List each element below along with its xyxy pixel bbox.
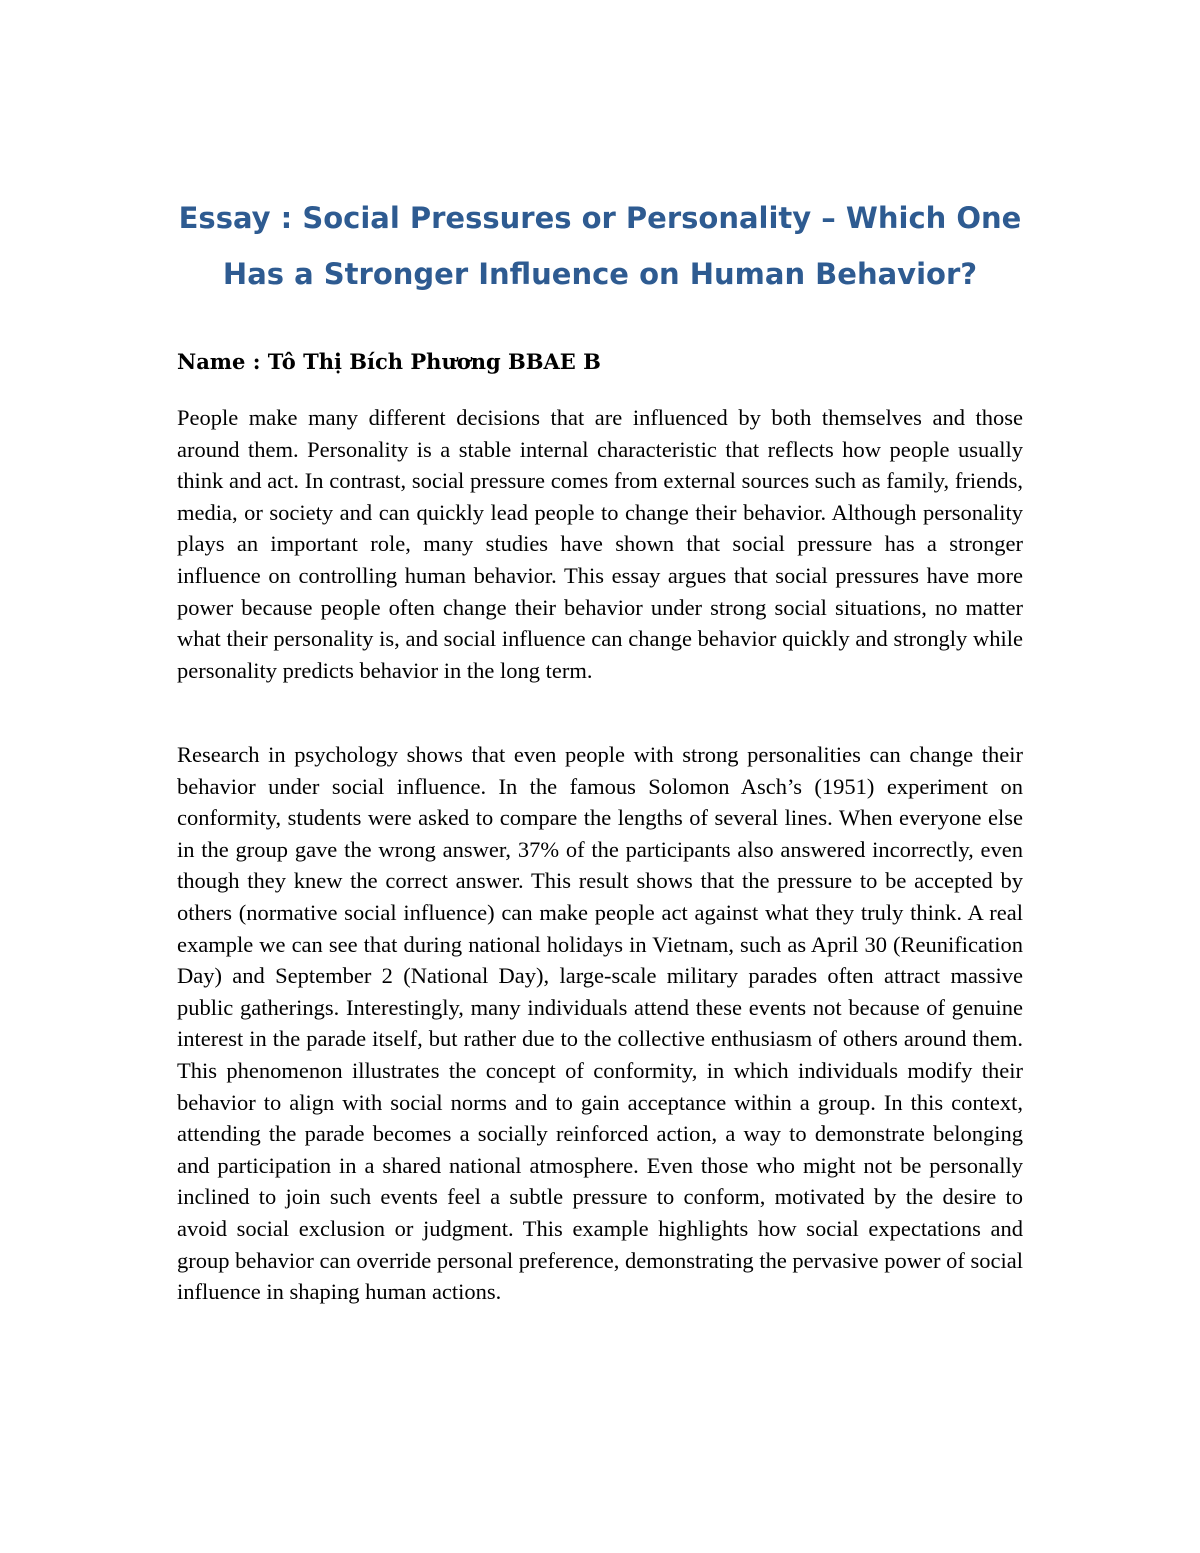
author-name-line: Name : Tô Thị Bích Phương BBAE B [177, 349, 601, 374]
essay-title-line-1: Essay : Social Pressures or Personality – Which One [178, 201, 1022, 235]
body-paragraph-1: People make many different decisions that are influenced by both themselves and those around them. Personality is a stable internal characteristic that reflects how people usually think and act. In contrast, social pressure comes from external sources such as family, friends, media, or society and can quickly lead people to change their behavior. Although personality plays an important role, many studies have shown that social pressure has a stronger influence on controlling human behavior. This essay argues that social pressures have more power because people often change their behavior under strong social situations, no matter what their personality is, and social influence can change behavior quickly and strongly while personality predicts behavior in the long term. [177, 405, 1023, 683]
essay-title-line-2: Has a Stronger Influence on Human Behavior? [222, 257, 978, 291]
body-paragraph-2: Research in psychology shows that even people with strong personalities can change their behavior under social influence. In the famous Solomon Asch’s (1951) experiment on conformity, students were asked to compare the lengths of several lines. When everyone else in the group gave the wrong answer, 37% of the participants also answered incorrectly, even though they knew the correct answer. This result shows that the pressure to be accepted by others (normative social influence) can make people act against what they truly think. A real example we can see that during national holidays in Vietnam, such as April 30 (Reunification Day) and September 2 (National Day), large-scale military parades often attract massive public gatherings. Interestingly, many individuals attend these events not because of genuine interest in the parade itself, but rather due to the collective enthusiasm of others around them. This phenomenon illustrates the concept of conformity, in which individuals modify their behavior to align with social norms and to gain acceptance within a group. In this context, attending the parade becomes a socially reinforced action, a way to demonstrate belonging and participation in a shared national atmosphere. Even those who might not be personally inclined to join such events feel a subtle pressure to conform, motivated by the desire to avoid social exclusion or judgment. This example highlights how social expectations and group behavior can override personal preference, demonstrating the pervasive power of social influence in shaping human actions. [177, 742, 1023, 1305]
essay-title [150, 190, 1050, 302]
